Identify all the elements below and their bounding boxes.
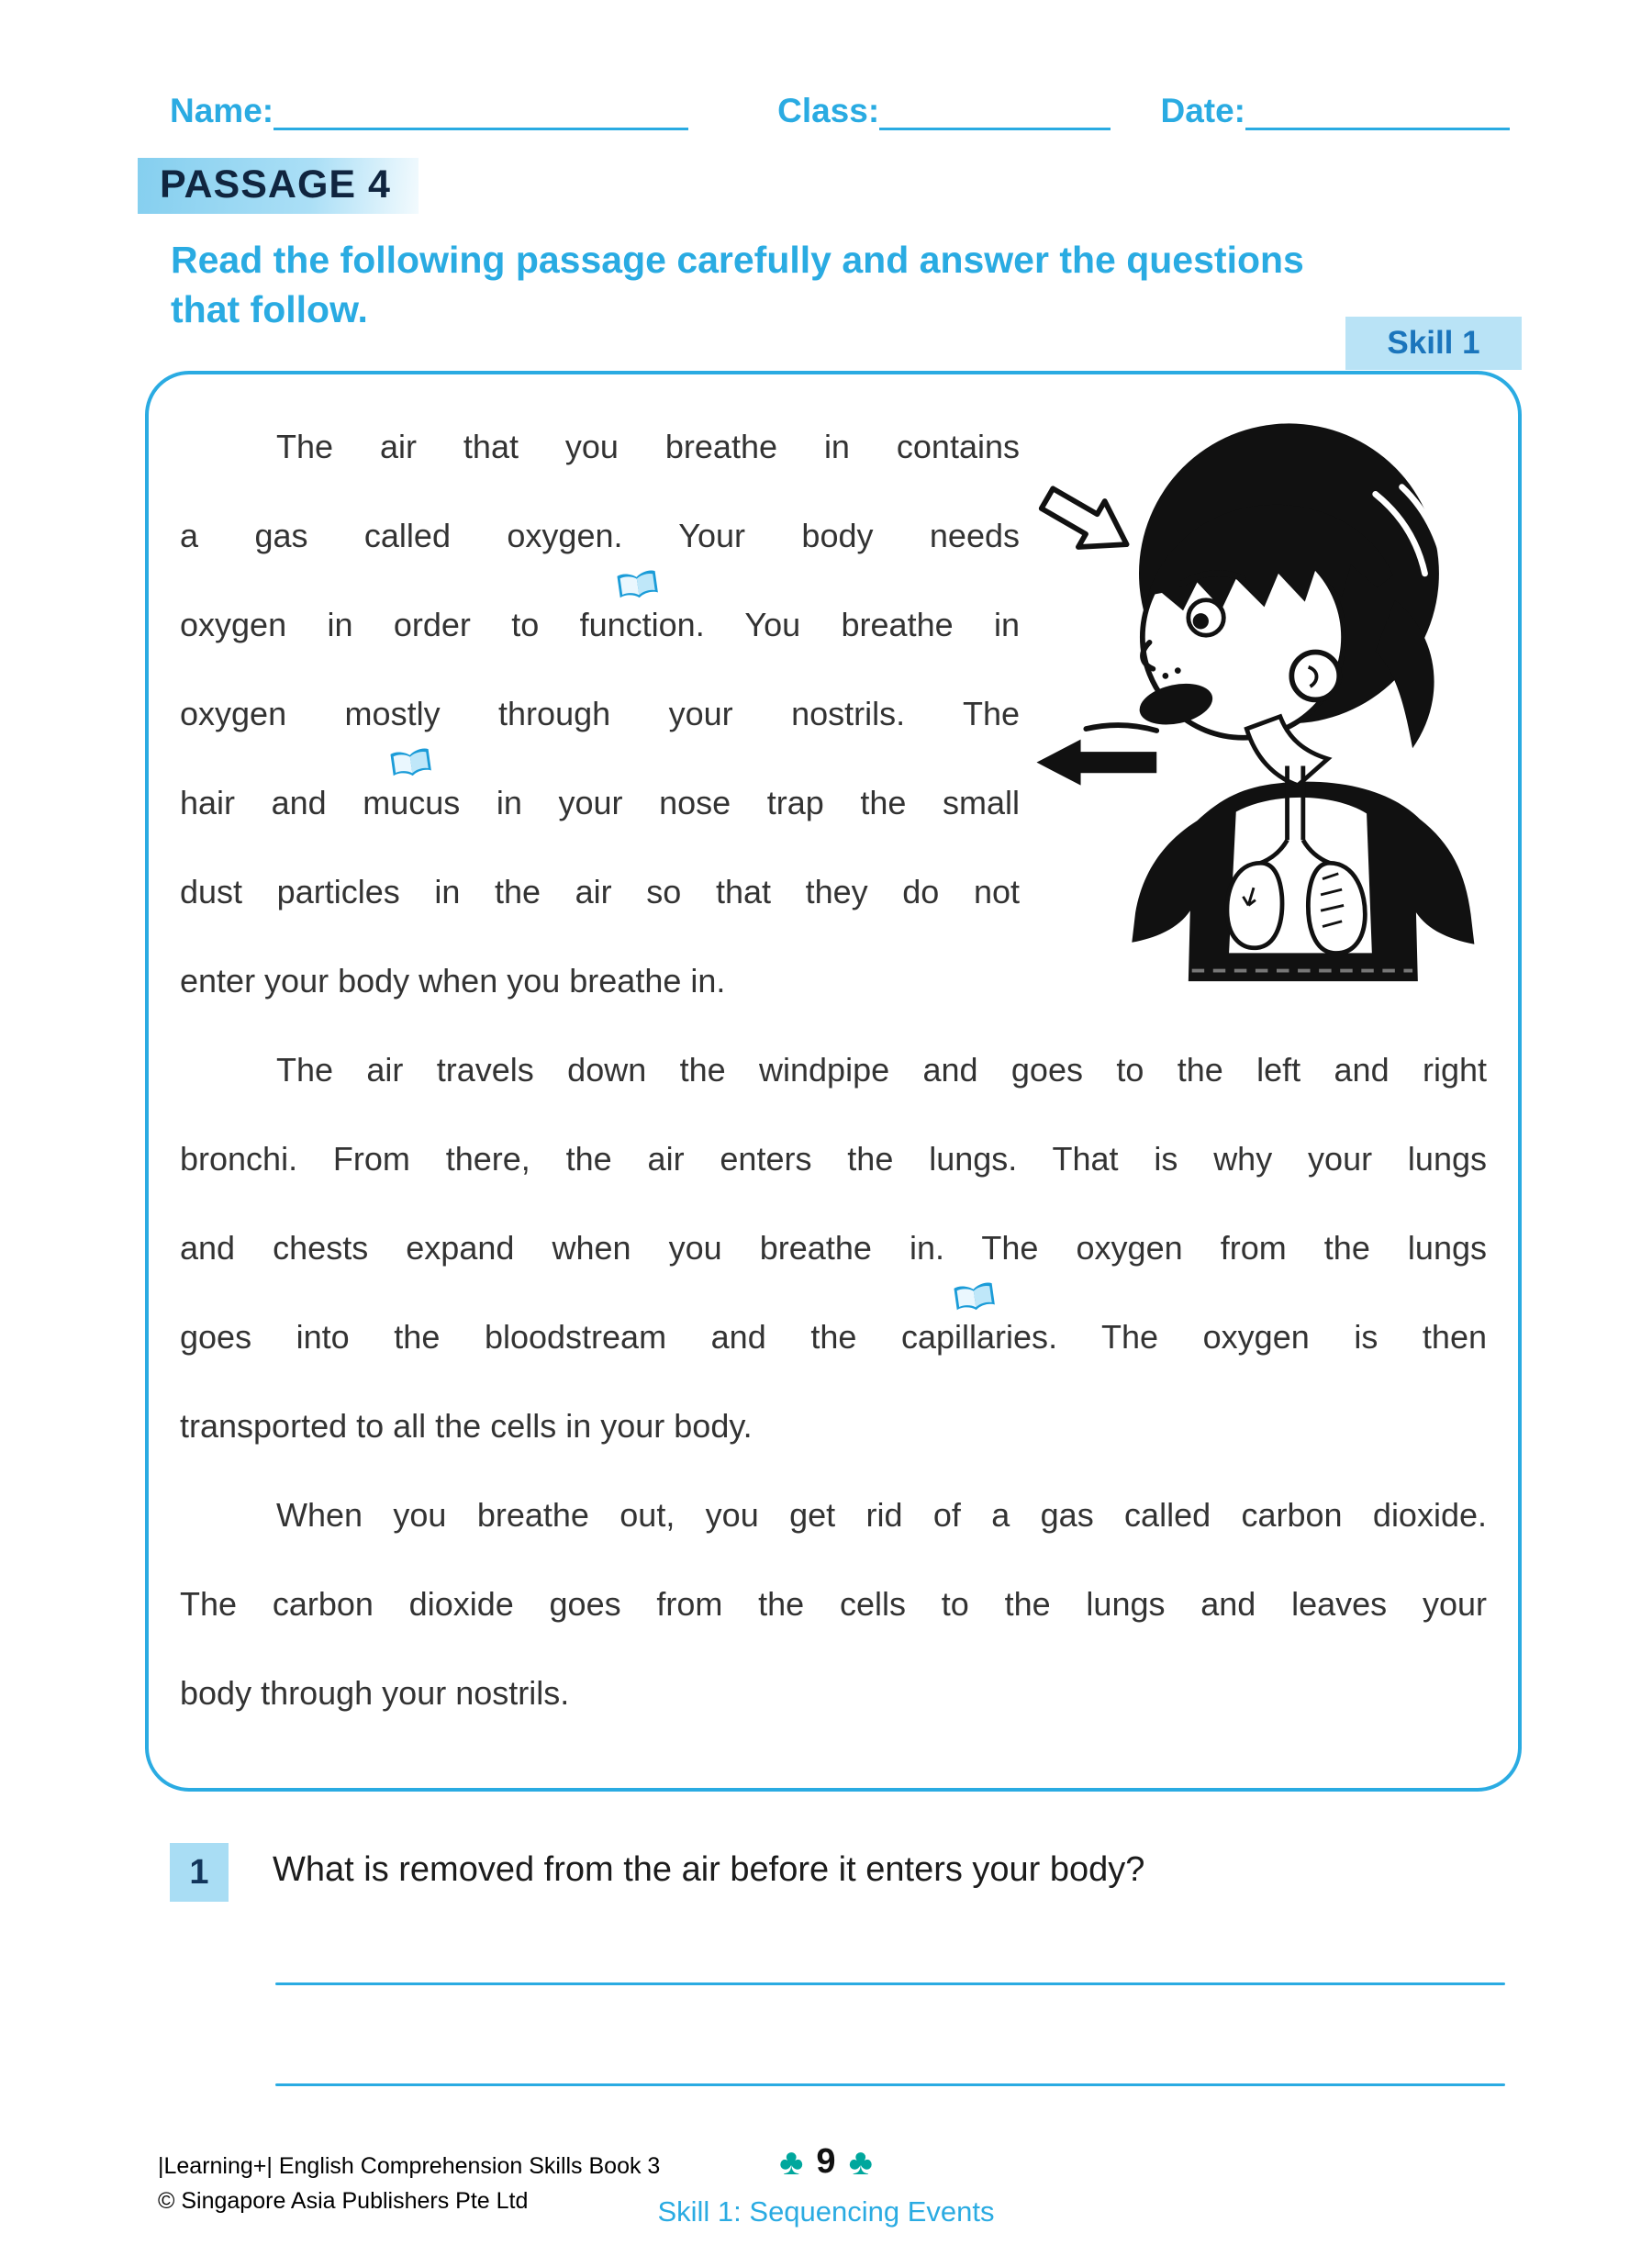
passage-line: The carbon dioxide goes from the cells to the lungs and leaves your (180, 1585, 1487, 1623)
illustration-area (1020, 402, 1487, 1025)
footer-copyright: © Singapore Asia Publishers Pte Ltd (158, 2187, 529, 2214)
answer-line-1 (275, 1982, 1505, 1985)
instructions (171, 235, 1520, 334)
instructions-line-1: Read the following passage carefully and answer the questions (171, 239, 1304, 281)
glossary-word (363, 758, 460, 847)
instructions-line-2: that follow. (171, 288, 368, 331)
passage-paragraph-2 (180, 1025, 1487, 1470)
glossary-word-text: capillaries (900, 1318, 1049, 1356)
footer-book-title: |Learning+| English Comprehension Skills Book 3 (158, 2153, 661, 2179)
page-number: 9 (816, 2142, 836, 2181)
passage-line: transported to all the cells in your body. (180, 1407, 753, 1445)
glossary-word (901, 1292, 1048, 1381)
passage-line: The air that you breathe in contains (276, 428, 1020, 465)
class-label: Class: (777, 92, 880, 129)
class-blank-line (879, 92, 1111, 130)
passage-line: oxygen mostly through your nostrils. The (180, 695, 1020, 732)
clover-icon: ♣ (848, 2141, 873, 2183)
book-icon (388, 746, 434, 783)
passage-line: oxygen in order to function. You breathe in (180, 580, 1020, 669)
question-1 (170, 1843, 1144, 1902)
passage-line: The air travels down the windpipe and goes to the left and right (276, 1051, 1487, 1089)
book-icon (952, 1280, 998, 1317)
date-field (1160, 92, 1510, 130)
passage-box (145, 371, 1522, 1792)
passage-line: hair and mucus in your nose trap the small (180, 758, 1020, 847)
boy-breathing-illustration (1024, 406, 1483, 988)
glossary-word (580, 580, 696, 669)
footer-page-number-row (0, 2142, 1652, 2182)
skill-badge: Skill 1 (1345, 317, 1522, 370)
answer-line-2 (275, 2083, 1505, 2086)
name-label: Name: (170, 92, 274, 129)
passage-line: body through your nostrils. (180, 1674, 570, 1712)
passage-line: When you breathe out, you get rid of a gas called carbon dioxide. (276, 1496, 1487, 1534)
passage-line: enter your body when you breathe in. (180, 962, 726, 1000)
footer-skill-caption: Skill 1: Sequencing Events (657, 2195, 995, 2228)
name-blank-line (273, 92, 688, 130)
header-fields (170, 92, 1510, 130)
name-field (170, 92, 688, 130)
passage-line: dust particles in the air so that they do not (180, 873, 1020, 910)
passage-line: a gas called oxygen. Your body needs (180, 517, 1020, 554)
passage-paragraph-1 (180, 402, 1020, 1025)
date-label: Date: (1160, 92, 1245, 129)
question-text: What is removed from the air before it enters your body? (273, 1850, 1145, 1889)
glossary-word-text: mucus (363, 784, 461, 821)
book-icon (615, 568, 661, 605)
passage-paragraph-3 (180, 1470, 1487, 1737)
date-blank-line (1245, 92, 1510, 130)
passage-line: and chests expand when you breathe in. The oxygen from the lungs (180, 1229, 1487, 1267)
passage-line: goes into the bloodstream and the capillaries. The oxygen is then (180, 1292, 1487, 1381)
question-number-badge: 1 (170, 1843, 229, 1902)
glossary-word-text: function (579, 606, 696, 643)
clover-icon: ♣ (779, 2141, 804, 2183)
passage-title: PASSAGE 4 (138, 158, 419, 214)
passage-line: bronchi. From there, the air enters the lungs. That is why your lungs (180, 1140, 1487, 1178)
class-field (777, 92, 1111, 130)
